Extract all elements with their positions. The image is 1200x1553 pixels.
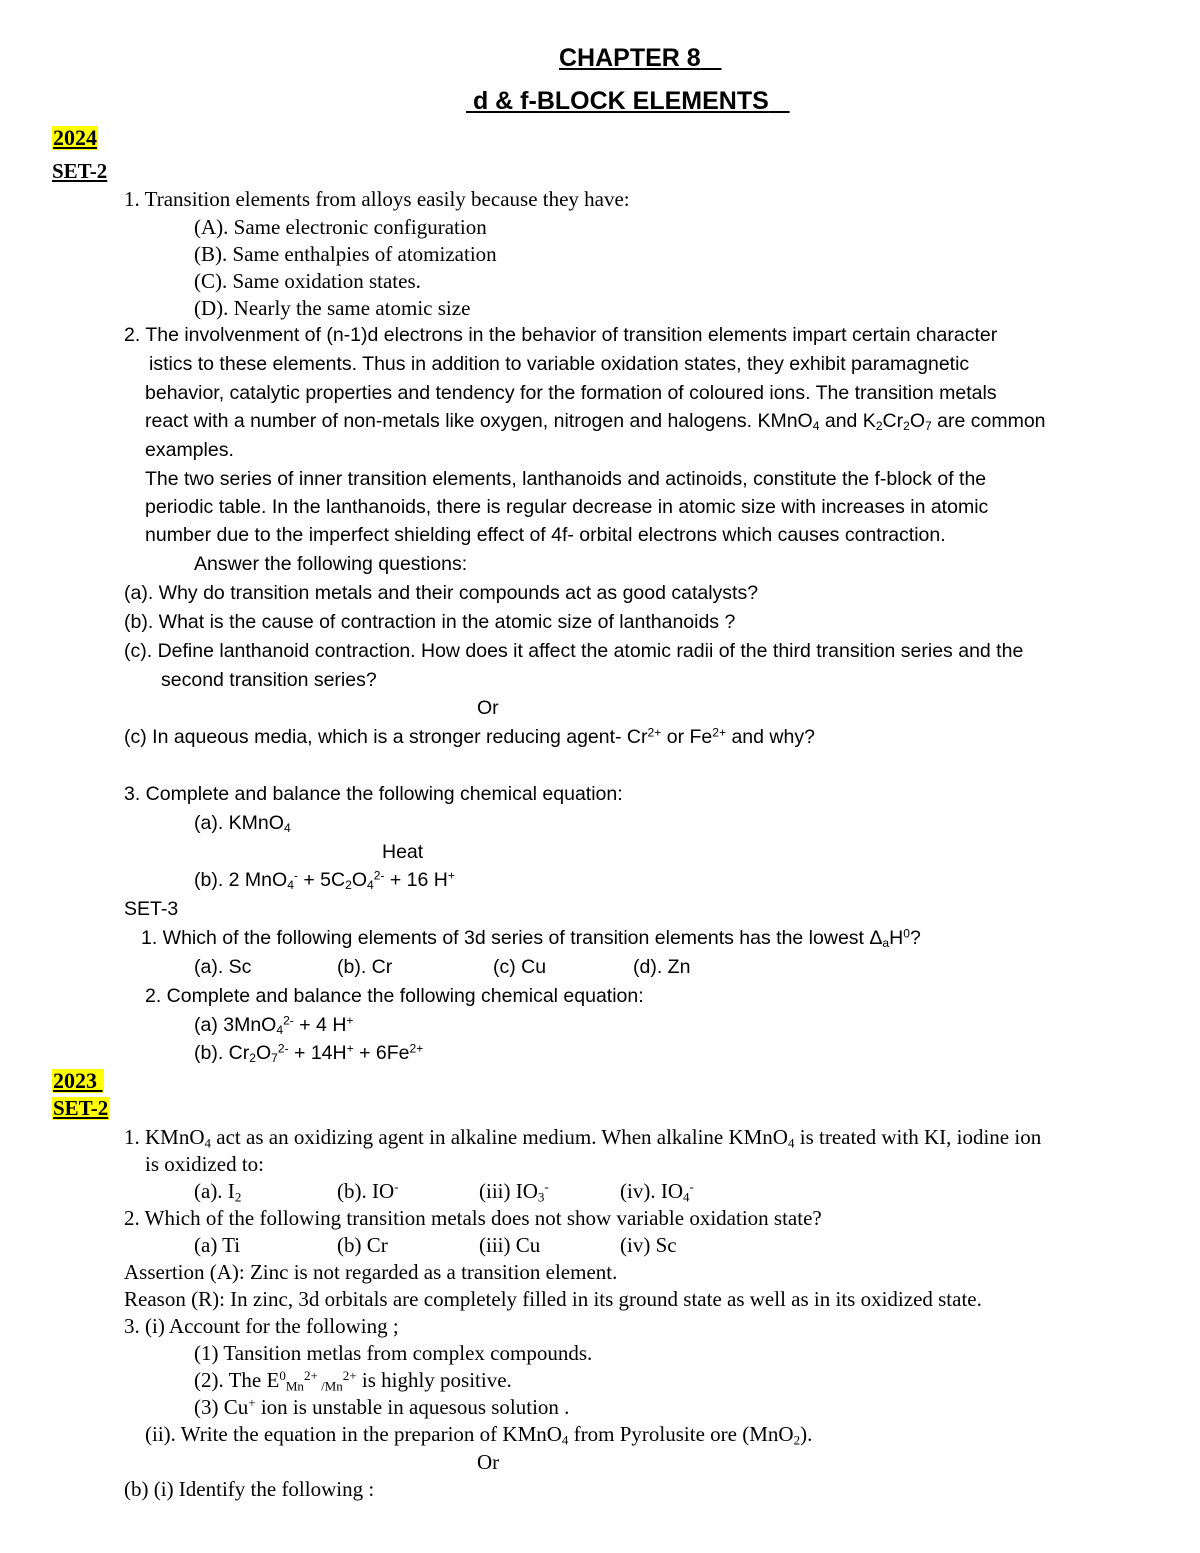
q2-para-line: 2. The involvenment of (n-1)d electrons in the behavior of transition elements impart certain character [124,324,998,346]
q3-2023-stem: 3. (i) Account for the following ; [124,1314,399,1338]
chapter-title: CHAPTER 8 [559,44,701,72]
or-divider: Or [477,697,499,719]
q1-2023-options [194,1178,694,1205]
q2-para-line: istics to these elements. Thus in addition to variable oxidation states, they exhibit paramagnetic [149,353,970,375]
option-a: (a). $I_2$ [194,1179,242,1205]
option-d: (d). Zn [633,956,691,978]
q2-para-line: The two series of inner transition elements, lanthanoids and actinoids, constitute the f-block of the [145,468,987,490]
option-b: (b). IO- [337,1178,399,1203]
q1-stem: 1. Transition elements from alloys easily because they have: [124,187,630,211]
q2-instruction: Answer the following questions: [194,553,468,575]
option-c: (iii) Cu [479,1233,541,1257]
q3-part-b: (b). 2 $MnO_4^- + 5C_2O_4^{2-} + 16$ H+ [194,868,455,893]
q2-para-line: react with a number of non-metals like oxygen, nitrogen and halogens. KMnO$_4$ and $K_2Cr_2O_7$ are common [145,410,1046,434]
option-c: (c) Cu [493,956,547,978]
set-3-heading: SET-3 [124,898,179,920]
q1-option-c: (C). Same oxidation states. [194,269,421,293]
q2-sub-a: (a). Why do transition metals and their compounds act as good catalysts? [124,582,759,604]
q2-sub-c-cont: second transition series? [161,669,377,691]
option-d: (iv). $IO_4^-$ [620,1178,694,1205]
q3-stem: 3. Complete and balance the following chemical equation: [124,783,623,805]
q2-para-line: behavior, catalytic properties and tendency for the formation of coloured ions. The transition metals [145,382,997,404]
q3-2023-part-b: (b) (i) Identify the following : [124,1477,375,1501]
set3-q2-a: (a) 3MnO$_4^{2-}$ + 4 H+ [194,1013,354,1038]
set3-q2-b: (b). $Cr_2O_7^{2-} + 14H^+ + 6Fe^{2+}$ [194,1041,424,1066]
q2-para-line: number due to the imperfect shielding effect of 4f- orbital electrons which causes contraction. [145,524,946,546]
option-a: (a) Ti [194,1233,241,1257]
q2-para-line: examples. [145,439,234,461]
option-a: (a). Sc [194,956,252,978]
q1-2023-stem: 1. KMnO$_4$ act as an oxidizing agent in alkaline medium. When alkaline KMnO$_4$ is treated with KI, iodine ion [124,1125,1042,1151]
or-divider-2023: Or [477,1450,500,1474]
option-b: (b). Cr [337,956,393,978]
reason-text: Reason (R): In zinc, 3d orbitals are completely filled in its ground state as well as in its oxidized state. [124,1287,982,1311]
set-2-heading: SET-2 [52,159,108,183]
q3-2023-item-3: (3) Cu+ ion is unstable in aquesous solution . [194,1394,570,1419]
chapter-subject: d & f-BLOCK ELEMENTS [472,87,769,115]
q1-option-a: (A). Same electronic configuration [194,215,487,239]
q3-2023-item-2: (2). The $E^0_{Mn}^{2+}$ $_{/Mn}^{2+}$ is highly positive. [194,1367,512,1394]
q1-option-d: (D). Nearly the same atomic size [194,296,471,320]
q1-2023-stem-cont: is oxidized to: [145,1152,264,1176]
set-2-heading-2023: SET-2 [53,1096,109,1120]
q3-heat-label: Heat [382,841,424,863]
year-2023-heading: 2023 [52,1069,104,1093]
q2-2023-options [194,1233,677,1257]
option-b: (b) Cr [337,1233,388,1257]
set3-q2: 2. Complete and balance the following chemical equation: [145,985,644,1007]
q2-2023-stem: 2. Which of the following transition metals does not show variable oxidation state? [124,1206,822,1230]
q2-sub-c-alt: (c) In aqueous media, which is a stronger reducing agent- $Cr^{2+}$ or $Fe^{2+}$ and why? [124,725,815,748]
option-d: (iv) Sc [620,1233,677,1257]
q3-part-a: (a). KMnO$_4$ [194,812,291,836]
set3-q1: 1. Which of the following elements of 3d series of transition elements has the lowest $\Delta_aH^0$? [141,926,921,951]
q3-2023-part-ii: (ii). Write the equation in the preparion of KMnO$_4$ from Pyrolusite ore (MnO$_2$). [145,1422,813,1448]
q2-para-line: periodic table. In the lanthanoids, there is regular decrease in atomic size with increases in atomic [145,496,989,518]
option-c: (iii) $IO_3^-$ [479,1178,549,1205]
q1-option-b: (B). Same enthalpies of atomization [194,242,497,266]
q2-sub-c: (c). Define lanthanoid contraction. How does it affect the atomic radii of the third transition series and the [124,640,1024,662]
q3-2023-item-1: (1) Tansition metlas from complex compounds. [194,1341,593,1365]
q2-sub-b: (b). What is the cause of contraction in the atomic size of lanthanoids ? [124,611,736,633]
year-2024-heading: 2024 [53,125,97,150]
assertion-text: Assertion (A): Zinc is not regarded as a transition element. [124,1260,618,1284]
set3-q1-options [194,956,691,978]
